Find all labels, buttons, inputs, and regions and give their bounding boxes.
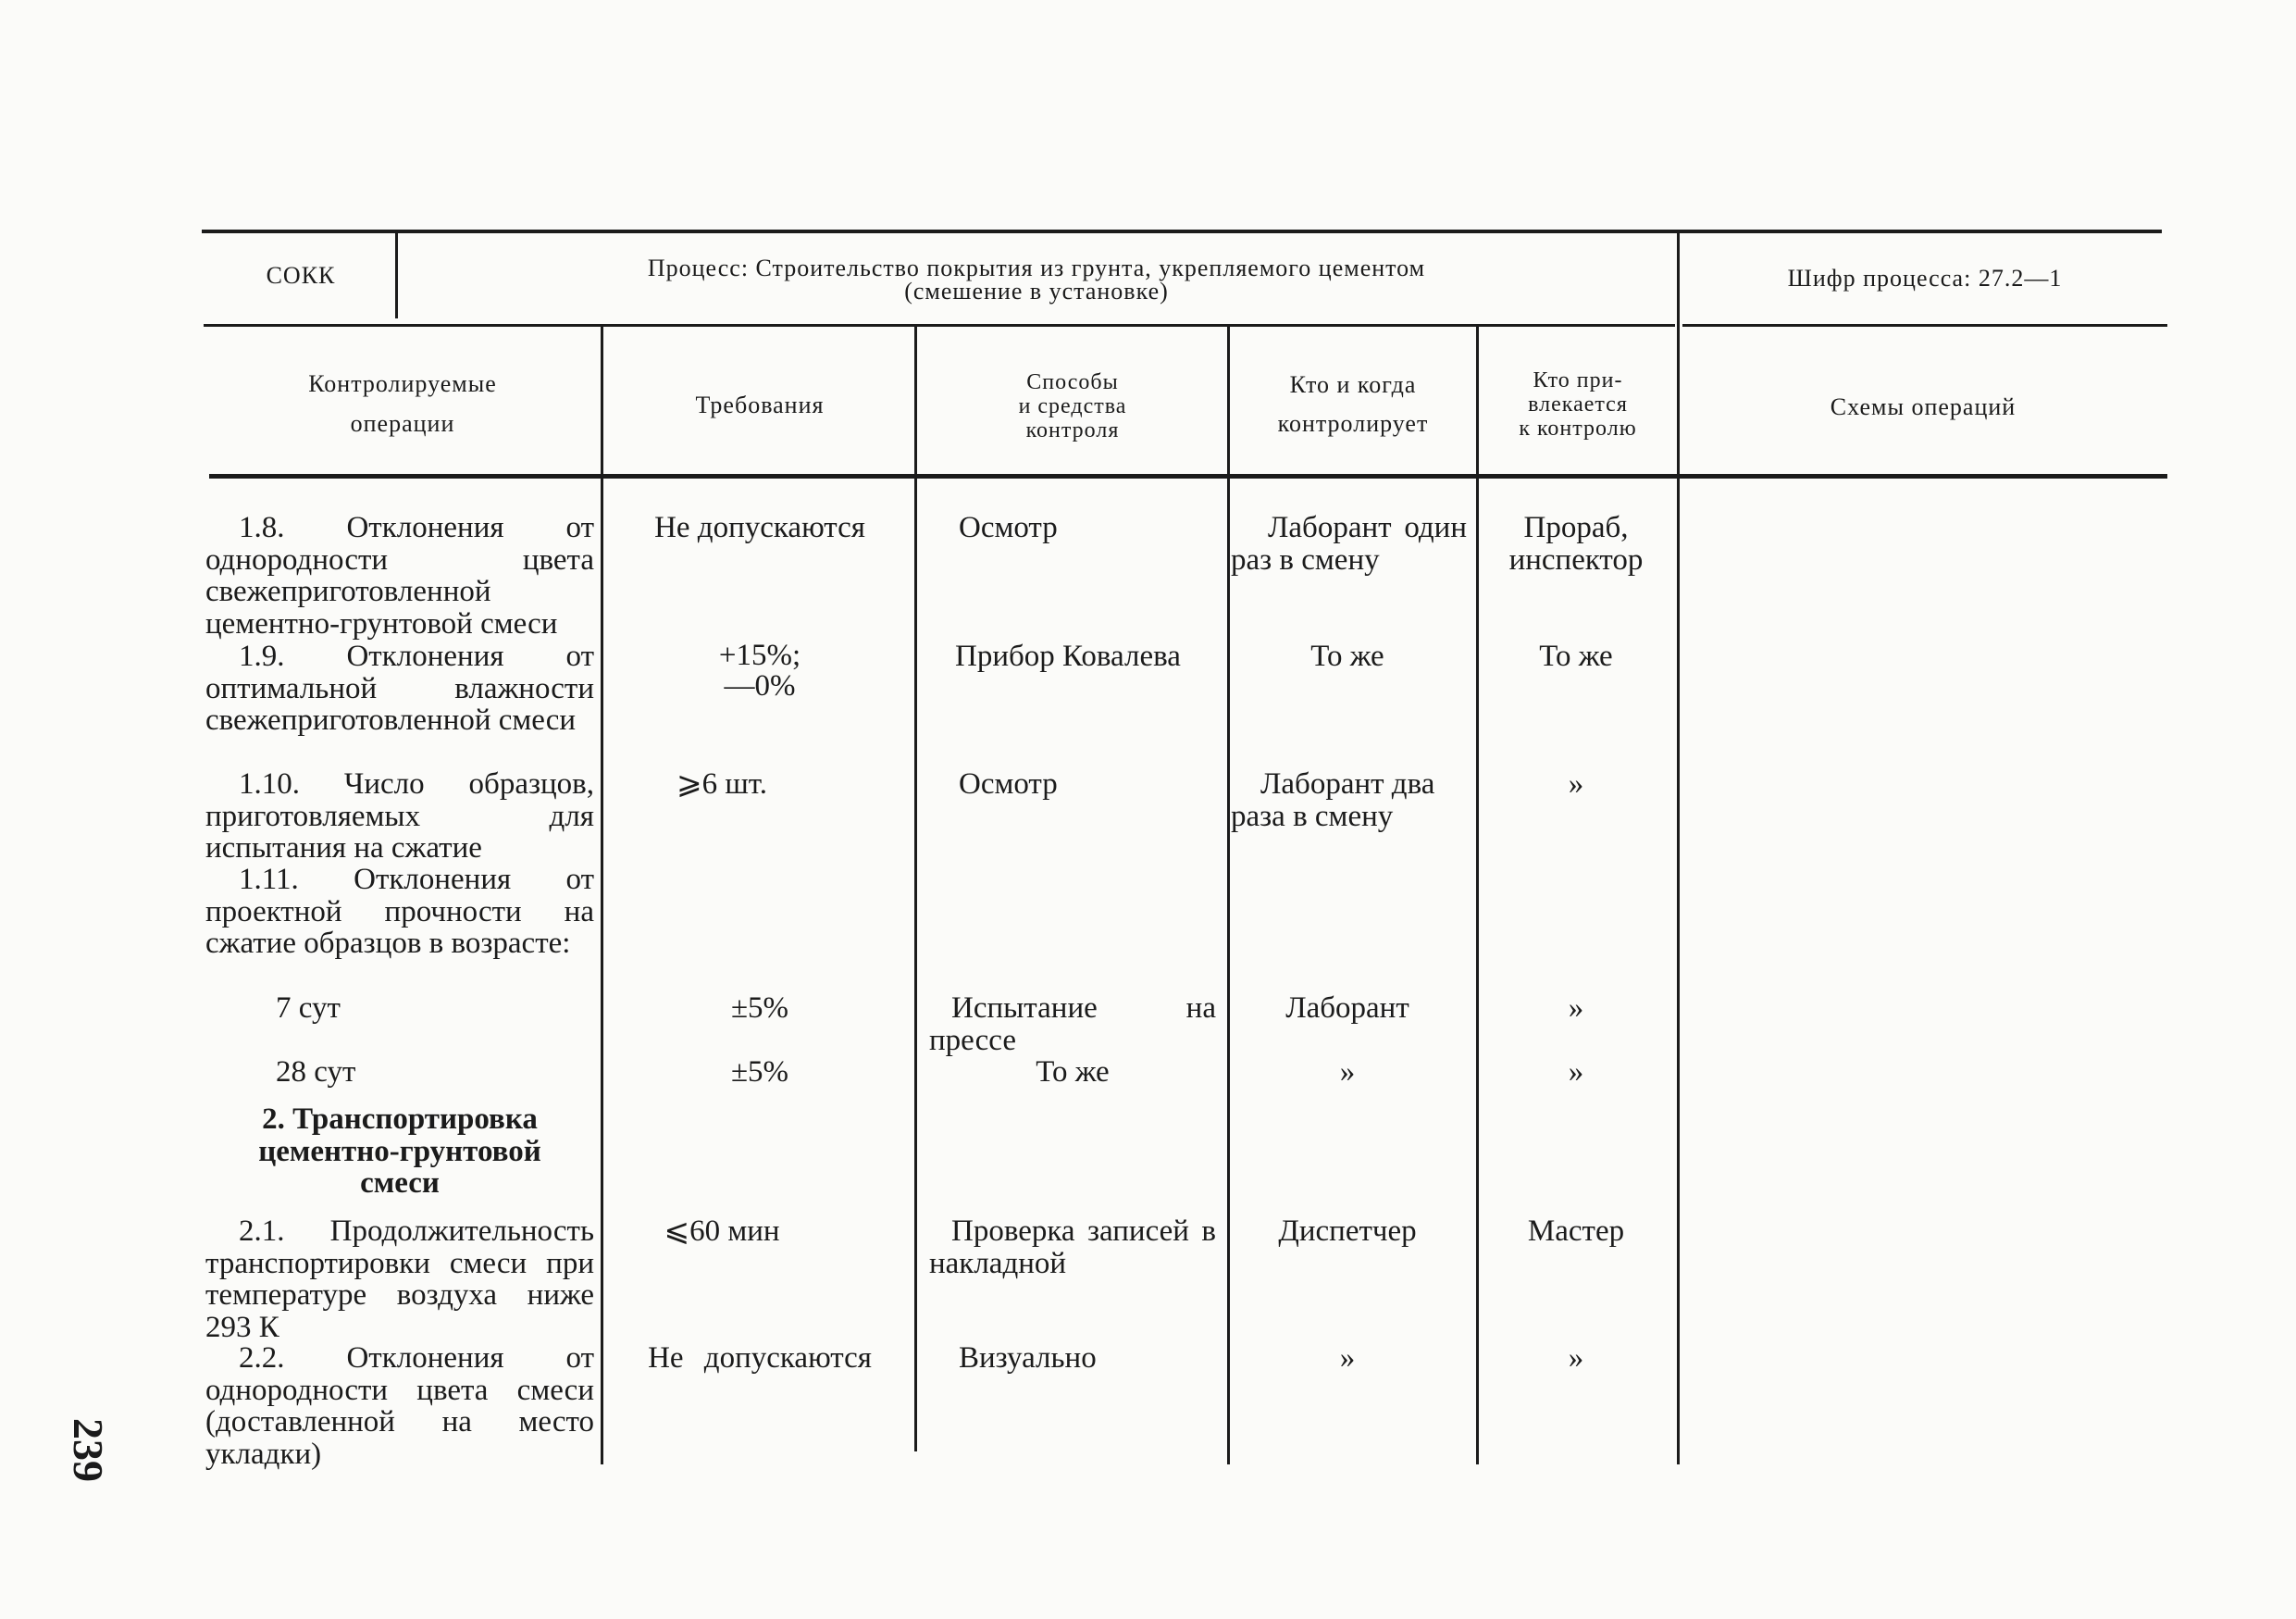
op-1-8: 1.8. Отклонения от однородности цвета свежеприготовленной цементно-грунтовой смеси [205,511,594,641]
who-1-9: То же [1310,640,1384,673]
col-methods [920,370,1225,442]
col-controlled-operations-line2: операции [350,410,455,437]
who-1-8: Лаборант один раз в смену [1231,511,1467,577]
req-7-days: ±5% [730,991,789,1025]
who-7-days: Лаборант [1285,991,1409,1025]
op-1-11: 1.11. Отклонения от проектной прочности на сжатие образцов в возрасте: [205,863,594,960]
process-title-line2: (смешение в установке) [904,278,1169,305]
section-2-title-line2: цементно-грунтовой [258,1134,541,1168]
process-title [407,256,1666,303]
divider-col2 [914,327,917,1451]
method-2-2: Визуально [959,1341,1097,1375]
req-28-days: ±5% [730,1055,789,1089]
involved-28-days: » [1568,1055,1584,1089]
col-involved-line2: влекается [1528,392,1628,417]
op-2-1: 2.1. Продолжительность транспортировки смеси при температуре воздуха ниже 293 К [205,1214,594,1344]
top-rule [202,230,2162,233]
req-1-8: Не допускаются [654,511,865,544]
involved-7-days: » [1568,991,1584,1025]
col-involved-line1: Кто при- [1533,368,1623,392]
col-who-when-line1: Кто и когда [1289,371,1417,398]
who-28-days: » [1339,1055,1356,1089]
col-involved [1481,368,1675,441]
req-1-9-minus: —0% [724,669,796,703]
divider-col3 [1227,327,1230,1464]
process-cipher: Шифр процесса: 27.2—1 [1787,265,2063,292]
req-2-2: Не допускаются [648,1341,872,1375]
divider-cipher [1677,233,1680,1464]
header-rule-right [1682,324,2167,327]
op-28-days: 28 сут [276,1055,356,1089]
op-1-9: 1.9. Отклонения от оптимальной влажности свежеприготовленной смеси [205,640,594,737]
divider-sokk [395,233,398,318]
process-title-line1: Процесс: Строительство покрытия из грунта, укрепляемого цементом [647,255,1426,281]
who-1-10: Лаборант два раза в смену [1231,767,1435,833]
op-7-days: 7 сут [276,991,341,1025]
section-2-title-line3: смеси [360,1166,440,1200]
op-1-10: 1.10. Число образцов, приготовляемых для испытания на сжатие [205,767,594,865]
method-2-1: Проверка записей в накладной [929,1214,1216,1280]
involved-1-10: » [1568,767,1584,801]
section-2-title-line1: 2. Транспортировка [262,1102,538,1136]
page-number: 239 [65,1418,112,1482]
req-1-10: ⩾6 шт. [676,767,767,801]
method-1-8: Осмотр [959,511,1058,544]
req-2-1: ⩽60 мин [664,1214,780,1248]
involved-1-8: Прораб, инспектор [1508,511,1644,577]
req-1-9-plus: +15%; [718,639,801,672]
who-2-1: Диспетчер [1278,1214,1417,1248]
op-2-2: 2.2. Отклонения от однородности цвета смеси (доставленной на место укладки) [205,1341,594,1471]
method-1-10: Осмотр [959,767,1058,801]
involved-2-1: Мастер [1527,1214,1625,1248]
col-controlled-operations-line1: Контролируемые [308,370,497,397]
divider-col4 [1476,327,1479,1464]
col-methods-line3: контроля [1025,418,1120,442]
section-2-title [205,1103,594,1200]
col-methods-line1: Способы [1026,370,1119,394]
req-1-9 [611,641,909,702]
header-rule [204,324,1675,327]
who-2-2: » [1339,1341,1356,1375]
col-controlled-operations [211,364,594,443]
col-methods-line2: и средства [1018,394,1127,418]
divider-col1 [601,327,603,1464]
method-7-days: Испытание на прессе [929,991,1216,1057]
col-who-when [1233,366,1473,443]
method-1-9: Прибор Ковалева [955,640,1181,673]
col-schemes: Схемы операций [1830,393,2017,420]
involved-2-2: » [1568,1341,1584,1375]
involved-1-9: То же [1539,640,1613,673]
sokk-label: СОКК [266,262,336,289]
method-28-days: То же [1036,1055,1110,1089]
col-involved-line3: к контролю [1519,417,1637,441]
col-requirements: Требования [695,392,825,418]
columns-bottom-rule [209,474,2167,479]
col-who-when-line2: контролирует [1277,410,1429,437]
